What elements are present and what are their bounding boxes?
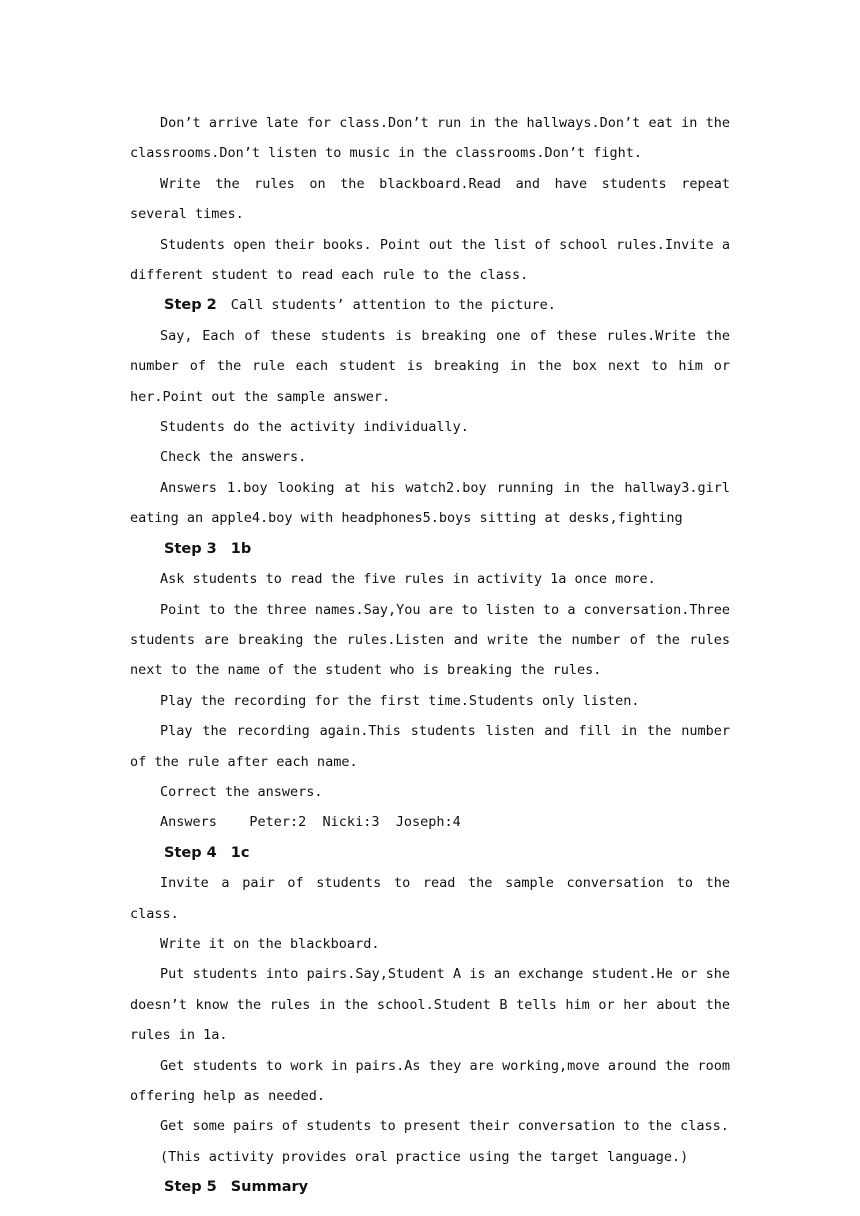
paragraph-oral-practice: (This activity provides oral practice using the target language.) — [160, 1148, 689, 1165]
step-4-tag: 1c — [230, 844, 250, 861]
step-4-heading — [130, 838, 730, 868]
paragraph-read-rules: Ask students to read the five rules in activity 1a once more. — [160, 571, 656, 588]
paragraph-pairs: Put students into pairs.Say,Student A is an exchange student.He or she doesn’t know the rules in the school.Student B tells him or her about the rules in 1a. — [130, 966, 730, 1044]
paragraph-breaking-rules: Say, Each of these students is breaking one of these rules.Write the number of the rule each student is breaking in the box next to him or her.Point out the sample answer. — [130, 327, 730, 405]
document-body — [130, 108, 730, 1203]
paragraph-answers-1a: Answers 1.boy looking at his watch2.boy running in the hallway3.girl eating an apple4.boy with headphones5.boys sitting at desks,fighting — [130, 479, 730, 527]
paragraph-open-books: Students open their books. Point out the list of school rules.Invite a different student to read each rule to the class. — [130, 236, 730, 284]
step-3-heading — [130, 534, 730, 564]
paragraph-write-blackboard: Write it on the blackboard. — [160, 935, 380, 952]
step-2-text: Call students’ attention to the picture. — [230, 297, 556, 314]
paragraph-rules-list: Don’t arrive late for class.Don’t run in the hallways.Don’t eat in the classrooms.Don’t listen to music in the classrooms.Don’t fight. — [130, 115, 730, 162]
step-3-label: Step 3 — [164, 540, 217, 557]
paragraph-present: Get some pairs of students to present their conversation to the class. — [160, 1118, 729, 1135]
step-5-heading — [130, 1172, 730, 1202]
paragraph-write-rules: Write the rules on the blackboard.Read and have students repeat several times. — [130, 175, 730, 223]
paragraph-play-again: Play the recording again.This students listen and fill in the number of the rule after each name. — [130, 723, 730, 770]
step-5-label: Step 5 — [164, 1179, 217, 1196]
step-5-tag: Summary — [230, 1179, 309, 1196]
paragraph-check-answers: Check the answers. — [160, 449, 307, 466]
step-4-label: Step 4 — [164, 844, 217, 861]
step-2-heading — [130, 290, 730, 320]
step-2-label: Step 2 — [164, 297, 217, 314]
paragraph-play-first: Play the recording for the first time.Students only listen. — [160, 692, 640, 709]
paragraph-correct-answers: Correct the answers. — [160, 783, 323, 800]
paragraph-three-names: Point to the three names.Say,You are to listen to a conversation.Three students are breaking the rules.Listen and write the number of the rules next to the name of the student who is breaking the rules. — [130, 601, 730, 679]
step-3-tag: 1b — [230, 540, 252, 557]
paragraph-sample-conversation: Invite a pair of students to read the sample conversation to the class. — [130, 875, 730, 922]
paragraph-individually: Students do the activity individually. — [160, 419, 469, 436]
paragraph-work-pairs: Get students to work in pairs.As they are working,move around the room offering help as needed. — [130, 1057, 730, 1104]
paragraph-answers-1b: Answers Peter:2 Nicki:3 Joseph:4 — [160, 814, 461, 831]
